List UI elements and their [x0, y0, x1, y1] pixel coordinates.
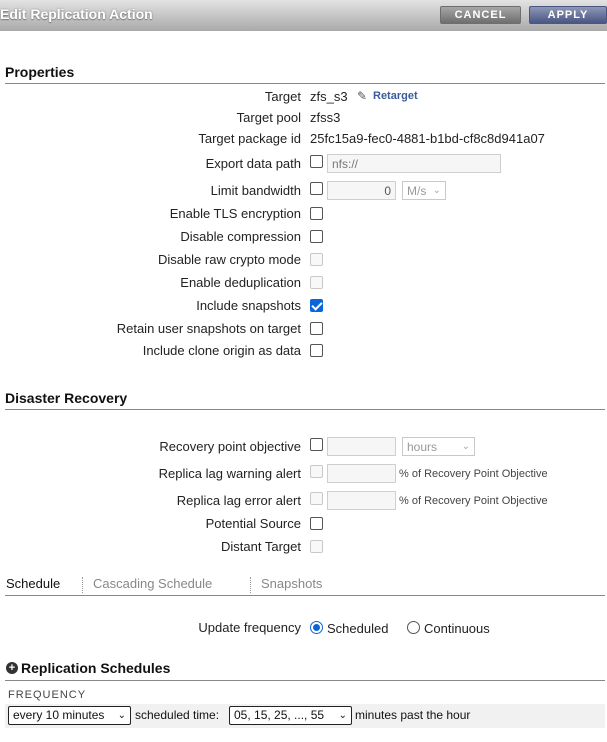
- lag-error-label: Replica lag error alert: [176, 493, 301, 508]
- frequency-header: FREQUENCY: [8, 689, 87, 701]
- tab-cascading-schedule[interactable]: Cascading Schedule: [93, 576, 213, 591]
- scheduled-time-select[interactable]: [229, 706, 352, 725]
- tabs-divider: [5, 595, 605, 596]
- schedule-row: [5, 704, 605, 728]
- lag-warning-input: [327, 464, 396, 483]
- distant-target-checkbox: [310, 540, 323, 553]
- potential-source-label: Potential Source: [205, 516, 301, 531]
- pencil-icon[interactable]: ✎: [357, 89, 368, 103]
- scheduled-time-value: 05, 15, 25, ..., 55: [234, 708, 325, 722]
- clone-origin-label: Include clone origin as data: [142, 343, 301, 358]
- rpo-unit-value: hours: [407, 440, 438, 454]
- tab-schedule[interactable]: Schedule: [6, 576, 61, 591]
- export-path-label: Export data path: [205, 156, 301, 171]
- apply-button[interactable]: APPLY: [529, 6, 607, 24]
- rpo-unit-select[interactable]: [402, 437, 475, 456]
- distant-target-label: Distant Target: [221, 539, 301, 554]
- lag-warning-note: % of Recovery Point Objective: [399, 468, 548, 480]
- dialog-title: Edit Replication Action: [0, 6, 153, 22]
- rpo-checkbox[interactable]: [310, 438, 323, 451]
- schedules-divider: [5, 680, 605, 681]
- target-value: zfs_s3: [310, 89, 348, 104]
- cancel-button[interactable]: CANCEL: [440, 6, 521, 24]
- scheduled-radio-label[interactable]: Scheduled: [327, 621, 389, 636]
- properties-heading: Properties: [5, 64, 75, 80]
- disaster-recovery-heading: Disaster Recovery: [5, 390, 128, 406]
- limit-bandwidth-input[interactable]: 0: [327, 181, 396, 200]
- minutes-suffix: minutes past the hour: [355, 708, 471, 722]
- chevron-down-icon: ⌄: [432, 185, 441, 196]
- limit-bandwidth-checkbox[interactable]: [310, 182, 323, 195]
- chevron-down-icon: ⌄: [338, 710, 347, 721]
- scheduled-radio[interactable]: [310, 621, 323, 634]
- export-path-input[interactable]: nfs://: [327, 154, 501, 173]
- chevron-down-icon: ⌄: [117, 710, 126, 721]
- dedup-checkbox: [310, 276, 323, 289]
- frequency-select-value: every 10 minutes: [13, 708, 105, 722]
- disaster-recovery-divider: [5, 409, 605, 410]
- retain-snapshots-label: Retain user snapshots on target: [116, 321, 301, 336]
- frequency-select[interactable]: [8, 706, 131, 725]
- lag-error-note: % of Recovery Point Objective: [399, 495, 548, 507]
- include-snapshots-checkbox[interactable]: [310, 299, 323, 312]
- disable-compression-checkbox[interactable]: [310, 230, 323, 243]
- plus-circle-icon[interactable]: +: [6, 662, 18, 674]
- raw-crypto-checkbox: [310, 253, 323, 266]
- titlebar: [0, 0, 607, 31]
- tls-label: Enable TLS encryption: [169, 206, 301, 221]
- tab-separator: [250, 577, 251, 593]
- continuous-radio[interactable]: [407, 621, 420, 634]
- lag-error-checkbox: [310, 492, 323, 505]
- bandwidth-unit-value: M/s: [407, 184, 427, 198]
- retarget-link[interactable]: Retarget: [373, 90, 418, 102]
- clone-origin-checkbox[interactable]: [310, 344, 323, 357]
- package-id-label: Target package id: [198, 131, 301, 146]
- rpo-input[interactable]: [327, 437, 396, 456]
- disable-compression-label: Disable compression: [180, 229, 301, 244]
- update-frequency-label: Update frequency: [198, 620, 301, 635]
- target-pool-label: Target pool: [236, 110, 301, 125]
- lag-warning-checkbox: [310, 465, 323, 478]
- raw-crypto-label: Disable raw crypto mode: [157, 252, 301, 267]
- dedup-label: Enable deduplication: [180, 275, 301, 290]
- package-id-value: 25fc15a9-fec0-4881-b1bd-cf8c8d941a07: [310, 131, 545, 146]
- target-pool-value: zfss3: [310, 110, 341, 125]
- include-snapshots-label: Include snapshots: [196, 298, 301, 313]
- tab-snapshots[interactable]: Snapshots: [261, 576, 323, 591]
- scheduled-time-label: scheduled time:: [135, 708, 220, 722]
- chevron-down-icon: ⌄: [461, 441, 470, 452]
- lag-error-input: [327, 491, 396, 510]
- limit-bandwidth-label: Limit bandwidth: [210, 183, 301, 198]
- continuous-radio-label[interactable]: Continuous: [424, 621, 490, 636]
- retain-snapshots-checkbox[interactable]: [310, 322, 323, 335]
- tab-separator: [82, 577, 83, 593]
- properties-divider: [5, 83, 605, 84]
- rpo-label: Recovery point objective: [159, 439, 301, 454]
- replication-schedules-heading: Replication Schedules: [21, 660, 171, 676]
- bandwidth-unit-select[interactable]: [402, 181, 446, 200]
- tls-checkbox[interactable]: [310, 207, 323, 220]
- target-label: Target: [264, 89, 301, 104]
- potential-source-checkbox[interactable]: [310, 517, 323, 530]
- export-path-checkbox[interactable]: [310, 155, 323, 168]
- lag-warning-label: Replica lag warning alert: [158, 466, 301, 481]
